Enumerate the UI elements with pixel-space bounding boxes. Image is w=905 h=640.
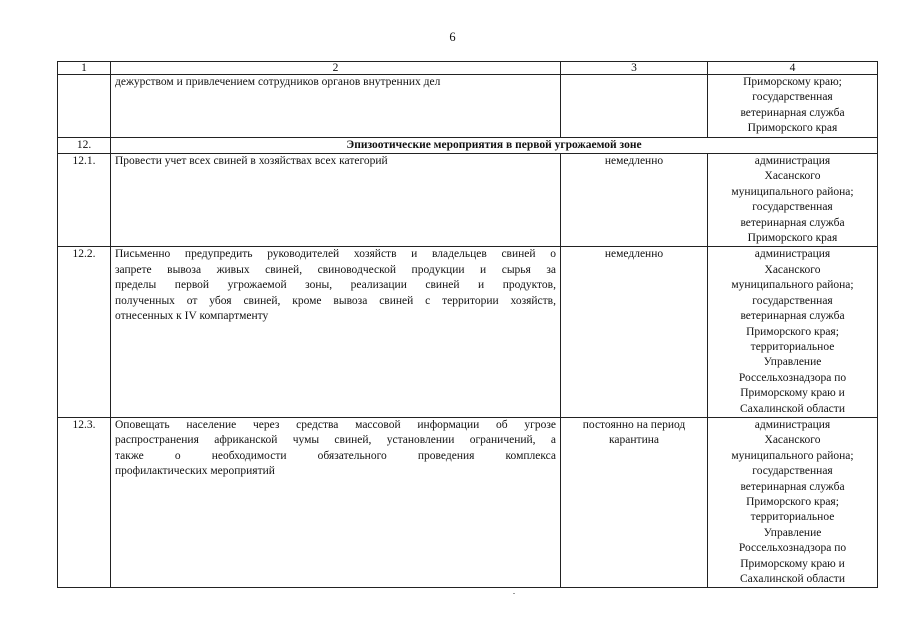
responsible-line: Приморскому краю; (743, 76, 842, 88)
task-line: распространения африканской чумы свиней, установлении ограничений, а (115, 434, 556, 447)
column-number-2: 2 (111, 62, 561, 75)
responsible-line: государственная (752, 294, 833, 307)
responsible-line: Приморского края (747, 122, 838, 135)
section-row (58, 137, 878, 153)
task-line: отнесенных к IV компартменту (115, 310, 269, 323)
responsible-line: государственная (752, 201, 833, 214)
responsible-line: государственная (752, 465, 833, 478)
task-line: полученных от убоя свиней, кроме вывоза свиней с территории хозяйств, (115, 294, 556, 307)
responsible-line: администрация (754, 248, 831, 261)
responsible-line: Приморского края; (746, 325, 839, 338)
item-number: 12.1. (58, 154, 111, 247)
responsible-cell (708, 417, 878, 587)
task-description (111, 154, 561, 247)
task-line: профилактических мероприятий (115, 465, 275, 478)
page-number: 6 (449, 30, 456, 44)
responsible-line: Россельхознадзора по (738, 371, 847, 384)
responsible-line: муниципального района; (731, 185, 854, 198)
responsible-cell (708, 75, 878, 138)
responsible-line: администрация (754, 155, 831, 168)
table-row (58, 154, 878, 247)
task-description (111, 417, 561, 587)
column-number-3: 3 (561, 62, 708, 75)
term-cell (561, 75, 708, 138)
task-line: также о необходимости обязательного проведения комплекса (115, 449, 556, 462)
responsible-line: муниципального района; (731, 449, 854, 462)
task-description (111, 247, 561, 417)
responsible-line: Приморского края; (746, 495, 839, 508)
term-cell (561, 417, 708, 587)
responsible-line: ветеринарная служба (740, 310, 845, 323)
measures-table (57, 61, 878, 588)
responsible-line: ветеринарная служба (740, 216, 845, 229)
responsible-line: Хасанского (764, 263, 821, 276)
column-number-1: 1 (58, 62, 111, 75)
responsible-line: Хасанского (764, 434, 821, 447)
term-cell (561, 247, 708, 417)
task-line: дежурством и привлечением сотрудников органов внутренних дел (115, 76, 441, 88)
task-line: запрете вывоза живых свиней, свиноводческой продукции и сырья за (115, 263, 556, 276)
item-number: 12.2. (58, 247, 111, 417)
responsible-line: Сахалинской области (740, 573, 845, 585)
responsible-line: ветеринарная служба (740, 480, 845, 493)
column-number-4: 4 (708, 62, 878, 75)
responsible-line: Приморского края (747, 232, 838, 245)
table-row (58, 247, 878, 417)
table-row (58, 417, 878, 587)
responsible-cell (708, 247, 878, 417)
task-line: Оповещать население через средства массовой информации об угрозе (115, 418, 556, 431)
task-line: пределы первой угрожаемой зоны, реализации свиней и продуктов, (115, 279, 556, 292)
section-title: Эпизоотические мероприятия в первой угрожаемой зоне (111, 137, 878, 153)
responsible-line: территориальное (750, 340, 835, 353)
section-number: 12. (58, 137, 111, 153)
responsible-line: администрация (754, 418, 831, 431)
responsible-line: Хасанского (764, 170, 821, 183)
responsible-line: Сахалинской области (740, 402, 845, 415)
task-line: Письменно предупредить руководителей хозяйств и владельцев свиней о (115, 248, 556, 261)
responsible-line: Приморскому краю и (740, 557, 845, 570)
responsible-line: государственная (752, 91, 833, 104)
responsible-line: ветеринарная служба (740, 106, 845, 119)
responsible-line: муниципального района; (731, 279, 854, 292)
term-text: немедленно (604, 248, 664, 261)
term-cell (561, 154, 708, 247)
responsible-line: Приморскому краю и (740, 387, 845, 400)
term-line: карантина (609, 434, 659, 447)
term-text: немедленно (604, 155, 664, 168)
item-number (58, 75, 111, 138)
responsible-line: Россельхознадзора по (738, 542, 847, 555)
responsible-line: Управление (763, 526, 822, 539)
term-line: постоянно на период (582, 418, 686, 431)
item-number: 12.3. (58, 417, 111, 587)
table-row (58, 75, 878, 138)
scan-speck (513, 593, 515, 594)
table-header-row (58, 62, 878, 75)
task-description (111, 75, 561, 138)
responsible-line: Управление (763, 356, 822, 369)
responsible-cell (708, 154, 878, 247)
responsible-line: территориальное (750, 511, 835, 524)
task-line: Провести учет всех свиней в хозяйствах всех категорий (115, 155, 388, 168)
